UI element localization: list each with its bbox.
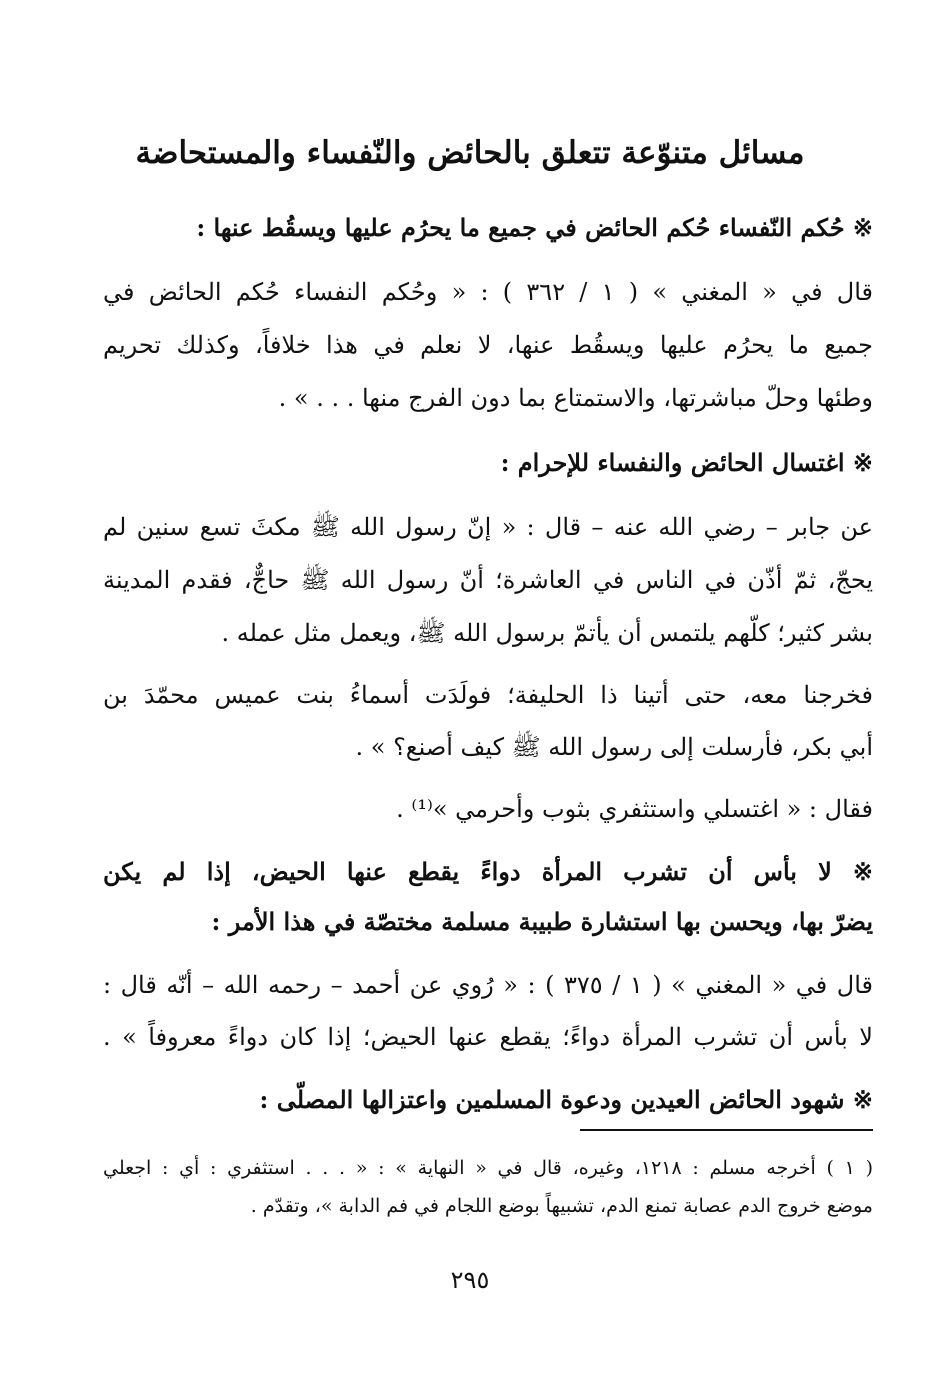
body-line: وطئها وحلّ مباشرتها، والاستمتاع بما دون الفرج منها . . . » . <box>278 384 873 412</box>
footnote-line: ( ١ ) أخرجه مسلم : ١٢١٨، وغيره، قال في « النهاية » : « . . . استثفري : أي : اجعلي <box>103 1157 873 1179</box>
section-heading-menses-medicine-cont: يضرّ بها، ويحسن بها استشارة طبيبة مسلمة مختصّة في هذا الأمر : <box>211 907 873 936</box>
body-line: قال في « المغني » ( ١ / ٣٧٥ ) : « رُوي عن أحمد – رحمه الله – أنّه قال : <box>103 971 874 999</box>
body-line-footnote-ref: فقال : « اغتسلي واستثفري بثوب وأحرمي »⁽¹⁾ . <box>396 795 873 823</box>
body-line: أبي بكر، فأرسلت إلى رسول الله ﷺ كيف أصنع؟ » . <box>355 733 873 761</box>
body-line: عن جابر – رضي الله عنه – قال : « إنّ رسول الله ﷺ مكثَ تسع سنين لم <box>103 513 873 541</box>
footnote-line: موضع خروج الدم عصابة تمنع الدم، تشبيهاً بوضع اللجام في فم الدابة »، وتقدّم . <box>250 1195 873 1217</box>
section-heading-menses-medicine: ※ لا بأس أن تشرب المرأة دواءً يقطع عنها الحيض، إذا لم يكن <box>103 857 873 886</box>
body-line: قال في « المغني » ( ١ / ٣٦٢ ) : « وحُكم النفساء حُكم الحائض في <box>103 278 874 306</box>
section-heading-nifas-ruling: ※ حُكم النّفساء حُكم الحائض في جميع ما يحرُم عليها ويسقُط عنها : <box>196 213 873 242</box>
page-title: مسائل متنوّعة تتعلق بالحائض والنّفساء والمستحاضة <box>135 135 805 171</box>
footnote-divider <box>580 1129 873 1131</box>
page-number: ٢٩٥ <box>450 1266 490 1294</box>
body-line: لا بأس أن تشرب المرأة دواءً؛ يقطع عنها الحيض؛ إذا كان دواءً معروفاً » . <box>103 1023 873 1051</box>
body-line: جميع ما يحرُم عليها ويسقُط عنها، لا نعلم في هذا خلافاً، وكذلك تحريم <box>103 331 873 359</box>
body-line: فخرجنا معه، حتى أتينا ذا الحليفة؛ فولَدَت أسماءُ بنت عميس محمّدَ بن <box>103 681 873 709</box>
body-line: يحجّ، ثمّ أذّن في الناس في العاشرة؛ أنّ رسول الله ﷺ حاجٌّ، فقدم المدينة <box>103 566 873 594</box>
section-heading-eid-attendance: ※ شهود الحائض العيدين ودعوة المسلمين واعتزالها المصلّى : <box>259 1085 873 1114</box>
body-line: بشر كثير؛ كلّهم يلتمس أن يأتمّ برسول الله ﷺ، ويعمل مثل عمله . <box>221 619 873 647</box>
section-heading-ihram-bath: ※ اغتسال الحائض والنفساء للإحرام : <box>500 448 873 477</box>
